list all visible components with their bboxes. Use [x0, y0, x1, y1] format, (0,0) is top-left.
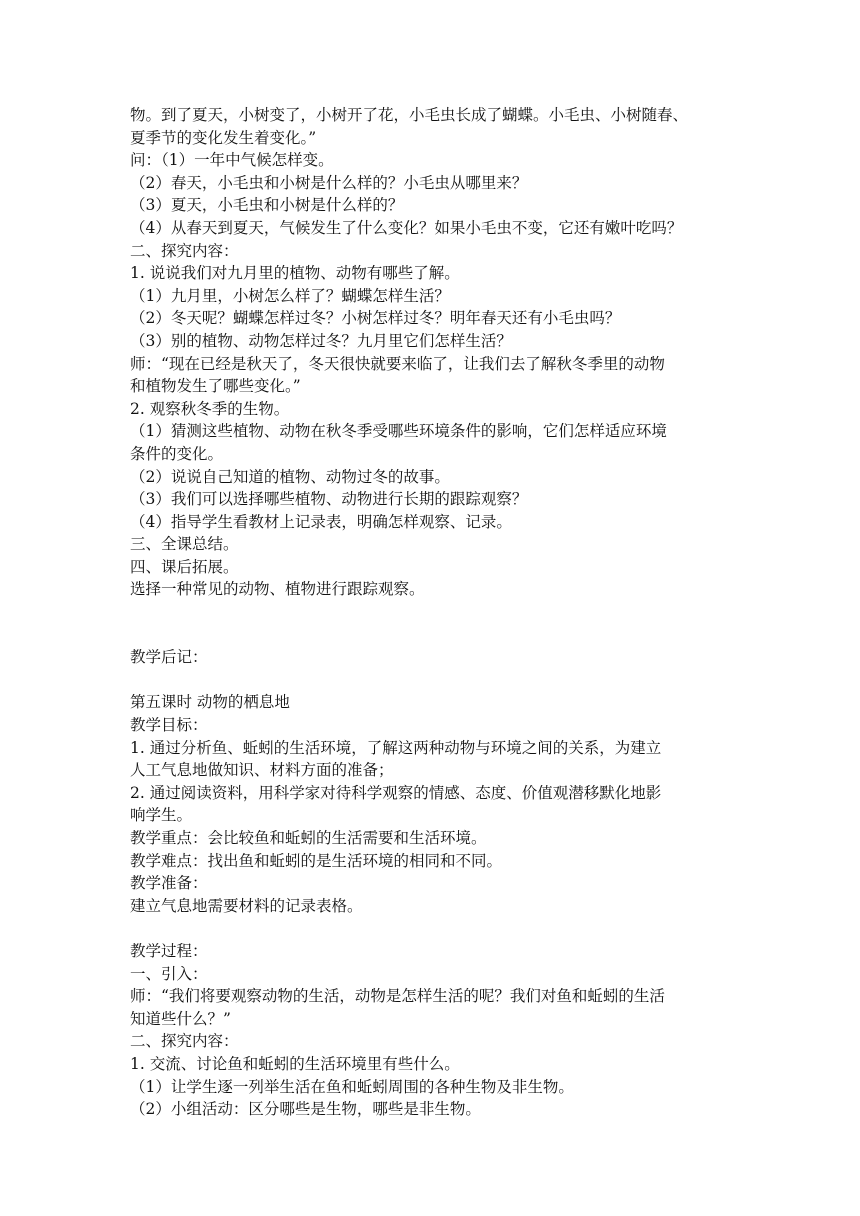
text-line: 第五课时 动物的栖息地 [130, 693, 290, 712]
blank-line [130, 624, 730, 647]
text-line: 响学生。 [130, 806, 193, 825]
text-line: 夏季节的变化发生着变化。” [130, 128, 317, 147]
text-line: 三、全课总结。 [130, 535, 239, 554]
text-line: （1）猜测这些植物、动物在秋冬季受哪些环境条件的影响，它们怎样适应环境 [130, 422, 667, 441]
text-line: 教学目标： [130, 716, 208, 735]
text-line: 一、引入： [130, 964, 208, 983]
text-line: 物。到了夏天，小树变了，小树开了花，小毛虫长成了蝴蝶。小毛虫、小树随春、 [130, 106, 689, 124]
text-line: 教学难点：找出鱼和蚯蚓的是生活环境的相同和不同。 [130, 851, 503, 870]
text-line: 师：“我们将要观察动物的生活，动物是怎样生活的呢？我们对鱼和蚯蚓的生活 [130, 987, 665, 1006]
text-line: 条件的变化。 [130, 444, 224, 463]
text-line: （4）指导学生看教材上记录表，明确怎样观察、记录。 [130, 512, 512, 531]
blank-line [130, 917, 730, 940]
text-line: 二、探究内容： [130, 1032, 239, 1051]
blank-line [130, 669, 730, 692]
text-line: 2. 通过阅读资料，用科学家对待科学观察的情感、态度、价值观潜移默化地影 [130, 783, 662, 802]
text-line: （1）九月里，小树怎么样了？蝴蝶怎样生活？ [130, 286, 450, 305]
text-line: （3）夏天，小毛虫和小树是什么样的？ [130, 196, 404, 215]
text-line: （1）让学生逐一列举生活在鱼和蚯蚓周围的各种生物及非生物。 [130, 1077, 574, 1096]
text-line: 教学重点：会比较鱼和蚯蚓的生活需要和生活环境。 [130, 829, 487, 847]
text-line: 教学准备： [130, 874, 208, 893]
text-line: 人工气息地做知识、材料方面的准备； [130, 761, 394, 780]
text-line: 建立气息地需要材料的记录表格。 [130, 896, 363, 915]
text-line: 1. 交流、讨论鱼和蚯蚓的生活环境里有些什么。 [130, 1054, 460, 1073]
text-line: 2. 观察秋冬季的生物。 [130, 399, 290, 418]
text-line: 1. 通过分析鱼、蚯蚓的生活环境，了解这两种动物与环境之间的关系，为建立 [130, 738, 662, 757]
text-line: （3）别的植物、动物怎样过冬？九月里它们怎样生活？ [130, 331, 512, 350]
text-line: （2）冬天呢？蝴蝶怎样过冬？小树怎样过冬？明年春天还有小毛虫吗？ [130, 309, 621, 328]
text-line: 师：“现在已经是秋天了，冬天很快就要来临了，让我们去了解秋冬季里的动物 [130, 354, 665, 373]
text-line: 问：（1）一年中气候怎样变。 [130, 151, 334, 170]
text-line: 二、探究内容： [130, 241, 239, 260]
text-line: 教学后记： [130, 648, 208, 667]
text-line: （2）说说自己知道的植物、动物过冬的故事。 [130, 467, 450, 486]
document-body [130, 104, 730, 1121]
text-line: （4）从春天到夏天，气候发生了什么变化？如果小毛虫不变，它还有嫩叶吃吗？ [130, 218, 683, 237]
blank-line [130, 601, 730, 624]
text-line: 和植物发生了哪些变化。” [130, 377, 301, 396]
text-line: （3）我们可以选择哪些植物、动物进行长期的跟踪观察？ [130, 490, 528, 509]
text-line: 知道些什么？” [130, 1009, 231, 1028]
text-line: （2）小组活动：区分哪些是生物，哪些是非生物。 [130, 1100, 481, 1119]
text-line: （2）春天，小毛虫和小树是什么样的？小毛虫从哪里来？ [130, 173, 528, 192]
text-line: 教学过程： [130, 941, 208, 960]
text-line: 选择一种常见的动物、植物进行跟踪观察。 [130, 580, 425, 599]
text-line: 1. 说说我们对九月里的植物、动物有哪些了解。 [130, 264, 460, 283]
text-line: 四、课后拓展。 [130, 557, 239, 576]
